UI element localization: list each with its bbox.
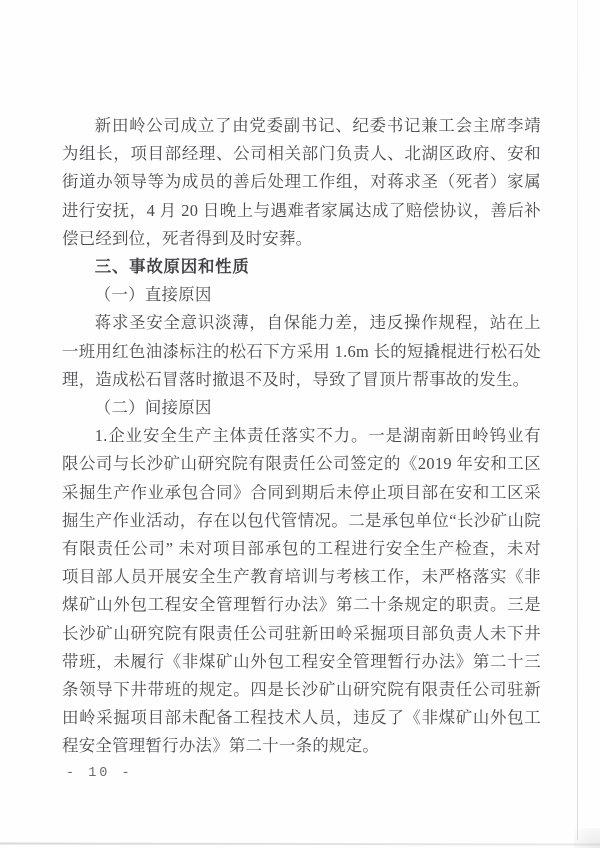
scan-corner-shade xyxy=(574,828,600,848)
subsection-heading-indirect-cause: （二）间接原因 xyxy=(94,398,212,418)
section-heading-accident-cause-and-nature: 三、事故原因和性质 xyxy=(94,258,250,277)
document-body xyxy=(62,112,541,761)
paragraph-aftermath-workgroup: 新田岭公司成立了由党委副书记、纪委书记兼工会主席李靖为组长，项目部经理、公司相关部门负责人、北湖区政府、安和街道办领导等为成员的善后处理工作组，对蒋求圣（死者）家属进行安抚，4 月 20 日晚上与遇难者家属达成了赔偿协议，善后补偿已经到位，死者得到及时安葬。 xyxy=(62,116,541,248)
page-number: - 10 - xyxy=(66,766,133,781)
paragraph-indirect-cause-item1: 1.企业安全生产主体责任落实不力。一是湖南新田岭钨业有限公司与长沙矿山研究院有限责任公司签定的《2019 年安和工区采掘生产作业承包合同》合同到期后未停止项目部在安和工区采掘生产作业活动，存在以包代管情况。二是承包单位“长沙矿山院有限责任公司” 未对项目部承包的工程进行安全生产检查，未对项目部人员开展安全生产教育培训与考核工作，未严格落实《非煤矿山外包工程安全管理暂行办法》第二十条规定的职责。三是长沙矿山研究院有限责任公司驻新田岭采掘项目部负责人未下井带班，未履行《非煤矿山外包工程安全管理暂行办法》第二十三条领导下井带班的规定。四是长沙矿山研究院有限责任公司驻新田岭采掘项目部未配备工程技术人员，违反了《非煤矿山外包工程安全管理暂行办法》第二十一条的规定。 xyxy=(62,426,541,756)
subsection-heading-direct-cause: （一）直接原因 xyxy=(94,285,212,305)
scan-edge-bottom xyxy=(0,842,600,845)
scan-edge-right xyxy=(577,0,578,840)
paragraph-direct-cause: 蒋求圣安全意识淡薄，自保能力差，违反操作规程，站在上一班用红色油漆标注的松石下方采用 1.6m 长的短撬棍进行松石处理，造成松石冒落时撤退不及时，导致了冒顶片帮事故的发生。 xyxy=(62,313,541,389)
